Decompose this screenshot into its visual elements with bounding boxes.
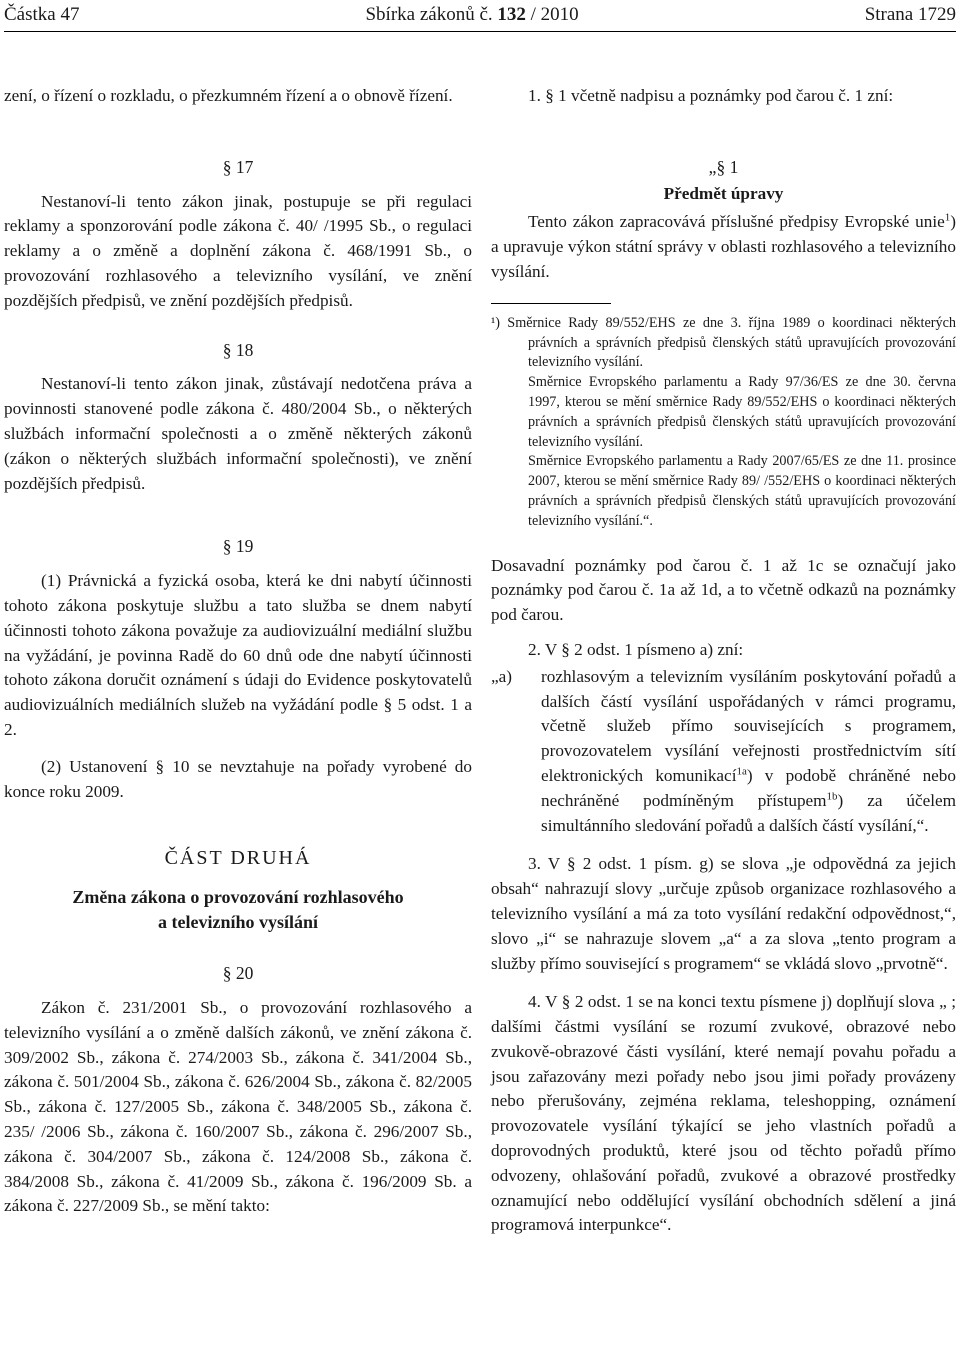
part-title: ČÁST DRUHÁ bbox=[164, 847, 312, 870]
section-19-paragraph-1: (1) Právnická a fyzická osoba, která ke dni nabytí účinnosti tohoto zákona poskytuje službu a tato služba se dnem nabytí účinnosti tohoto zákona považuje za audiovizuální mediální službu na vyžádání, je povinna Radě do 60 dnů ode dne nabytí účinnosti tohoto zákona doručit oznámení s údaji do Evidence poskytovatelů audiovizuálních mediálních služeb na vyžádání podle § 5 odst. 1 a 2. bbox=[4, 571, 472, 739]
collection-title: Sbírka zákonů č. 132 / 2010 bbox=[365, 4, 579, 26]
page-header bbox=[4, 4, 956, 32]
section-18-text: Nestanoví-li tento zákon jinak, zůstávají nedotčena práva a povinnosti stanovené podle zákona č. 480/2004 Sb., o některých službách informační společnosti a o změně některých zákonů (zákon o některých službách informační společnosti), ve znění pozdějších předpisů. bbox=[4, 374, 472, 493]
left-column bbox=[4, 84, 472, 1219]
item-4-text: 4. V § 2 odst. 1 se na konci textu písmene j) doplňují slova „ ; dalšími částmi vysílání se rozumí zvukové, obrazové nebo zvukově-obrazové části vysílání, které nemají povahu pořadu a jsou zařazovány mezi pořady nebo jsou jimi pořady provázeny nebo přerušovány, zejména reklama, teleshopping, oznámení provozovatele vysílání týkající se jeho vlastních pořadů a doprovodných produktů, které jsou od těchto pořadů přímo odvozeny, ohlašování pořadů, zvukové a obrazové prostředky oznamující nebo oddělující vysílání obchodních sdělení a jiná programová interpunkce“. bbox=[491, 992, 956, 1235]
letter-label: „a) bbox=[491, 666, 512, 686]
renumbering-note: Dosavadní poznámky pod čarou č. 1 až 1c se označují jako poznámky pod čarou č. 1a až 1d, a to včetně odkazů na poznámky pod čarou. bbox=[491, 555, 956, 625]
section-20-heading: § 20 bbox=[222, 963, 254, 984]
footnote-2: Směrnice Evropského parlamentu a Rady 97/36/ES ze dne 30. června 1997, kterou se mění směrnice Rady 89/552/EHS o koordinaci některých právních a správních předpisů členských států upravujících provozování televizního vysílání. bbox=[528, 374, 956, 450]
item-3-text: 3. V § 2 odst. 1 písm. g) se slova „je odpovědná za jejich obsah“ nahrazují slovy „určuje způsob organizace rozhlasového a televizního vysílání a má za toto vysílání redakční odpovědnost,“, slovo „i“ se nahrazuje slovem „a“ a za slova „tento program a služby přímo související s programem“ se vkládá slovo „prvotně“. bbox=[491, 854, 956, 973]
item-1-text: 1. § 1 včetně nadpisu a poznámky pod čarou č. 1 zní: bbox=[528, 86, 894, 105]
section-20-text: Zákon č. 231/2001 Sb., o provozování rozhlasového a televizního vysílání a o změně dalších zákonů, ve znění zákona č. 309/2002 Sb., zákona č. 274/2003 Sb., zákona č. 341/2004 Sb., zákona č. 501/2004 Sb., zákona č. 626/2004 Sb., zákona č. 82/2005 Sb., zákona č. 127/2005 Sb., zákona č. 348/2005 Sb., zákona č. 235/ /2006 Sb., zákona č. 160/2007 Sb., zákona č. 296/2007 Sb., zákona č. 304/2007 Sb., zákona č. 124/2008 Sb., zákona č. 384/2008 Sb., zákona č. 41/2009 Sb., zákona č. 196/2009 Sb. a zákona č. 227/2009 Sb., se mění takto: bbox=[4, 997, 472, 1216]
issue-number: Částka 47 bbox=[4, 4, 80, 26]
part-subtitle-line-1: Změna zákona o provozování rozhlasového bbox=[72, 887, 404, 908]
section-19-paragraph-2: (2) Ustanovení § 10 se nevztahuje na pořady vyrobené do konce roku 2009. bbox=[4, 756, 472, 801]
section-17-text: Nestanoví-li tento zákon jinak, postupuje se při regulaci reklamy a sponzorování podle zákona č. 40/ /1995 Sb., o regulaci reklamy a o změně a doplnění zákona č. 468/1991 Sb., o provozování rozhlasového a televizního vysílání, ve znění pozdějších předpisů, ve znění pozdějších předpisů. bbox=[4, 191, 472, 310]
right-column bbox=[491, 84, 956, 1238]
footnotes bbox=[491, 314, 956, 532]
footnote-1: ¹) Směrnice Rady 89/552/EHS ze dne 3. října 1989 o koordinaci některých právních a správních předpisů členských států upravujících provozování televizního vysílání. bbox=[491, 314, 956, 371]
page-number: Strana 1729 bbox=[864, 4, 956, 26]
section-18-heading: § 18 bbox=[222, 339, 254, 360]
intro-text: zení, o řízení o rozkladu, o přezkumném řízení a o obnově řízení. bbox=[4, 86, 453, 105]
part-subtitle-line-2: a televizního vysílání bbox=[157, 912, 318, 933]
item-2-text: 2. V § 2 odst. 1 písmeno a) zní: bbox=[528, 639, 744, 659]
footnote-3: Směrnice Evropského parlamentu a Rady 2007/65/ES ze dne 11. prosince 2007, kterou se mění směrnice Rady 89/ /552/EHS o koordinaci některých právních a správních předpisů členských států upravujících provozování televizního vysílání.“. bbox=[528, 453, 956, 529]
footnote-ref: 1 bbox=[944, 211, 951, 224]
item-2-letter-a bbox=[491, 665, 956, 839]
section-17-heading: § 17 bbox=[222, 156, 254, 177]
quoted-section-heading: „§ 1 bbox=[708, 156, 739, 177]
letter-a-text: rozhlasovým a televizním vysíláním poskytování pořadů a dalších částí vysílání uspořádaných v rámci programu, včetně služeb přímo souvisejících s programem, provozovatelem vysílání veřejnosti prostřednictvím sítí elektronických komunikací$^{1a}$) v podobě chráněné nebo nechráněné podmíněným přístupem$^{1b}$) za účelem simultánního sledování pořadů a dalších částí vysílání,“. bbox=[541, 666, 956, 835]
quoted-section-text: Tento zákon zapracovává příslušné předpisy Evropské unie$^1$) a upravuje výkon státní správy v oblasti rozhlasového a televizního vysílání. bbox=[491, 211, 956, 281]
quoted-section-title: Předmět úpravy bbox=[663, 183, 784, 203]
section-19-heading: § 19 bbox=[222, 536, 254, 557]
footnote-divider bbox=[491, 303, 611, 304]
